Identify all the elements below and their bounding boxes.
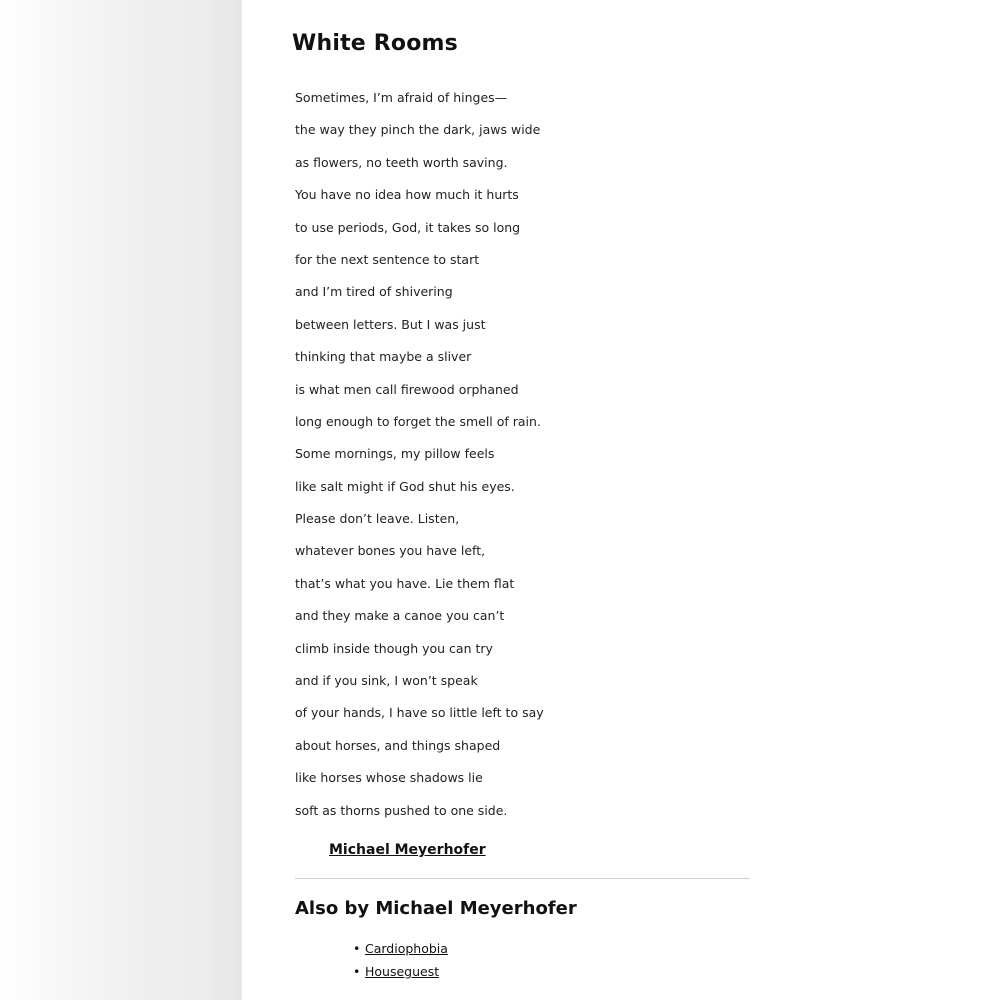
poem-line: soft as thorns pushed to one side.: [295, 802, 508, 818]
poem-line: whatever bones you have left,: [295, 543, 486, 559]
poem-line: Sometimes, I’m afraid of hinges—: [295, 90, 508, 105]
poem-title: White Rooms: [292, 31, 458, 56]
poem-line: long enough to forget the smell of rain.: [295, 413, 541, 429]
poem-line: is what men call firewood orphaned: [295, 381, 519, 397]
poem-line: and if you sink, I won’t speak: [295, 673, 478, 689]
poem-line: You have no idea how much it hurts: [295, 187, 519, 203]
poem-line: climb inside though you can try: [295, 640, 493, 656]
poem-link-cardiophobia[interactable]: Cardiophobia: [364, 941, 448, 956]
section-divider: [295, 878, 750, 879]
list-item: [353, 963, 448, 986]
poem-line: the way they pinch the dark, jaws wide: [295, 122, 541, 138]
author-link[interactable]: Michael Meyerhofer: [329, 842, 486, 858]
poem-line: Some mornings, my pillow feels: [295, 446, 495, 462]
poem-line: like salt might if God shut his eyes.: [295, 478, 515, 494]
list-item: [353, 940, 448, 963]
poem-line: about horses, and things shaped: [295, 737, 501, 753]
also-by-list: [353, 940, 448, 986]
bullet-icon: •: [353, 941, 361, 956]
poem-line: Please don’t leave. Listen,: [295, 511, 460, 527]
poem-line: that’s what you have. Lie them flat: [295, 575, 515, 591]
poem-line: of your hands, I have so little left to say: [295, 705, 544, 721]
page-content: [242, 0, 1000, 1000]
bullet-icon: •: [353, 964, 361, 979]
poem-line: for the next sentence to start: [295, 251, 480, 267]
left-gutter: [0, 0, 242, 1000]
poem-line: between letters. But I was just: [295, 316, 486, 332]
poem-link-houseguest[interactable]: Houseguest: [364, 964, 440, 979]
poem-body: [295, 88, 544, 833]
poem-line: to use periods, God, it takes so long: [295, 219, 521, 235]
poem-line: thinking that maybe a sliver: [295, 349, 472, 365]
also-by-heading: Also by Michael Meyerhofer: [295, 898, 577, 919]
poem-line: as flowers, no teeth worth saving.: [295, 154, 508, 170]
poem-line: like horses whose shadows lie: [295, 770, 483, 786]
poem-line: and they make a canoe you can’t: [295, 608, 505, 624]
poem-line: and I’m tired of shivering: [295, 284, 453, 300]
